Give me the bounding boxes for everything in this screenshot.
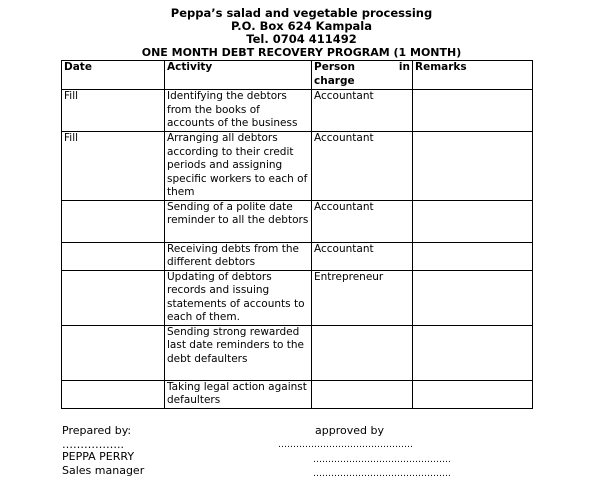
table-row (62, 380, 533, 408)
prepared-by-label: Prepared by: (62, 424, 132, 437)
person-cell: Entrepreneur (312, 270, 413, 325)
prepared-by-signature-line: …………….. (62, 438, 124, 451)
remarks-cell (413, 380, 533, 408)
debt-recovery-table (61, 60, 533, 409)
date-cell (62, 200, 165, 242)
approved-by-label: approved by (315, 424, 384, 437)
activity-cell: Sending of a polite date reminder to all the debtors (165, 200, 312, 242)
column-header-activity: Activity (165, 61, 312, 90)
preparer-name: PEPPA PERRY (62, 450, 135, 463)
program-title: ONE MONTH DEBT RECOVERY PROGRAM (1 MONTH) (141, 46, 462, 59)
person-cell: Accountant (312, 200, 413, 242)
activity-cell: Taking legal action against defaulters (165, 380, 312, 408)
date-cell: Fill (62, 90, 165, 132)
approved-by-line-2: ………………………………………. (313, 455, 451, 465)
person-cell (312, 380, 413, 408)
date-cell (62, 242, 165, 270)
remarks-cell (413, 90, 533, 132)
remarks-cell (413, 325, 533, 380)
table-row (62, 200, 533, 242)
document-header (0, 7, 603, 59)
table-row (62, 325, 533, 380)
remarks-cell (413, 242, 533, 270)
column-header-person-in-charge (312, 61, 413, 90)
table-header-row (62, 61, 533, 90)
activity-cell: Updating of debtors records and issuing statements of accounts to each of them. (165, 270, 312, 325)
table-row (62, 90, 533, 132)
activity-cell: Identifying the debtors from the books of accounts of the business (165, 90, 312, 132)
date-cell (62, 325, 165, 380)
date-cell (62, 270, 165, 325)
person-cell: Accountant (312, 90, 413, 132)
column-header-date: Date (62, 61, 165, 90)
remarks-cell (413, 200, 533, 242)
person-cell: Accountant (312, 242, 413, 270)
activity-cell: Receiving debts from the different debtors (165, 242, 312, 270)
person-header-word-3: charge (314, 74, 355, 87)
column-header-remarks: Remarks (413, 61, 533, 90)
date-cell (62, 380, 165, 408)
person-header-word-1: Person (314, 61, 355, 73)
person-header-word-2: in (398, 61, 410, 73)
preparer-title: Sales manager (62, 464, 145, 477)
remarks-cell (413, 270, 533, 325)
approved-by-line-3: ………………………………………. (313, 469, 451, 479)
date-cell: Fill (62, 132, 165, 201)
activity-cell: Sending strong rewarded last date reminders to the debt defaulters (165, 325, 312, 380)
table-row (62, 132, 533, 201)
company-address: P.O. Box 624 Kampala (230, 19, 373, 33)
person-cell: Accountant (312, 132, 413, 201)
table-row (62, 242, 533, 270)
table-row (62, 270, 533, 325)
person-cell (312, 325, 413, 380)
company-name: Peppa’s salad and vegetable processing (170, 6, 433, 20)
company-telephone: Tel. 0704 411492 (246, 32, 357, 46)
approved-by-line-1: ……………………………………… (278, 440, 413, 450)
remarks-cell (413, 132, 533, 201)
activity-cell: Arranging all debtors according to their credit periods and assigning specific workers to each of them (165, 132, 312, 201)
